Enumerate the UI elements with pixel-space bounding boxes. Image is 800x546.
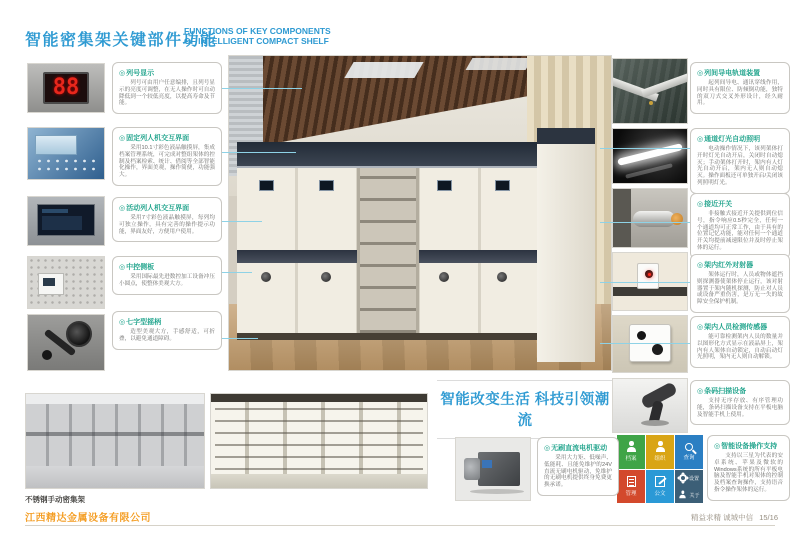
callout-label: ◎条码扫描设备 bbox=[697, 388, 747, 395]
column-handle bbox=[261, 272, 271, 282]
bullet-icon: ◎ bbox=[119, 205, 126, 212]
callout-proximity-switch bbox=[690, 193, 790, 259]
callout-people-sensor bbox=[690, 316, 790, 368]
footer-rule bbox=[25, 525, 775, 526]
photo-barcode-scanner bbox=[612, 378, 688, 433]
screen-ui-area bbox=[42, 216, 82, 230]
tile-label: 查询 bbox=[683, 454, 695, 461]
callout-mobile-panel bbox=[112, 197, 222, 242]
callout-label: ◎固定列人机交互界面 bbox=[119, 135, 190, 142]
slogan: 智能改变生活 科技引领潮流 bbox=[437, 380, 613, 439]
callout-barcode-scanner bbox=[690, 380, 790, 425]
callout-label: ◎智能设备操作支持 bbox=[714, 443, 778, 450]
scanner-stand bbox=[641, 420, 669, 426]
document-icon bbox=[627, 476, 636, 487]
bullet-icon: ◎ bbox=[714, 443, 721, 450]
callout-text: 造型美观大方，手感舒适，可折叠，以避免通道障碍。 bbox=[119, 329, 215, 342]
callout-fixed-panel bbox=[112, 127, 222, 186]
user-icon bbox=[656, 447, 665, 452]
photo-crank-handle bbox=[27, 314, 105, 371]
tile-label: 设置 bbox=[688, 476, 699, 483]
callout-text: 起列间导电、通讯穿线作用，同时具有限位、防倾倒功能，独特的双刀式交叉外形设计，经久耐用。 bbox=[697, 80, 783, 107]
photo-shelving-interior bbox=[210, 393, 428, 489]
photo-fixed-column-panel bbox=[27, 127, 105, 180]
connector-line bbox=[222, 152, 296, 153]
tile-settings bbox=[679, 470, 699, 486]
callout-text: 采用7寸彩色液晶触摸屏，每列均可独立操作，具有完善的操作提示功能，界面友好，方便用户使用。 bbox=[119, 215, 215, 235]
bullet-icon: ◎ bbox=[697, 388, 704, 395]
seven-segment-display bbox=[43, 72, 89, 104]
photo-caption: 不锈钢手动密集架 bbox=[25, 495, 85, 504]
crank-hub bbox=[66, 321, 92, 347]
callout-label: ◎列号显示 bbox=[119, 70, 155, 77]
photo-ceiling bbox=[26, 394, 204, 404]
callout-label: ◎中控侧板 bbox=[119, 264, 155, 271]
panel-screen bbox=[35, 135, 77, 155]
callout-text: 支持无序存放、有序管理功能，条码扫描设备支持在平板电脑及智能手机上使用。 bbox=[697, 398, 783, 418]
tile-label: 组织 bbox=[654, 456, 666, 463]
photo-floor bbox=[211, 474, 427, 488]
motor-body bbox=[478, 452, 520, 486]
page-title-en bbox=[184, 26, 331, 46]
connector-line bbox=[600, 148, 690, 149]
led-reflection bbox=[625, 163, 673, 178]
photo-people-sensor-panel bbox=[612, 315, 688, 373]
crank-knob bbox=[42, 350, 52, 360]
control-box bbox=[38, 273, 64, 295]
user-icon bbox=[627, 447, 636, 452]
steel-mid-line bbox=[26, 432, 204, 436]
callout-text: 非接触式接近开关提供到位信号，指令响应0.5秒完全，任何一个通道均可正常工作，由于具有的位置记忆功能，能对任何一个通道开关均提前减速限位并及时停止架体的运行。 bbox=[697, 211, 783, 251]
page-number: 15/16 bbox=[759, 513, 778, 522]
callout-text: 采用国际最先进数控加工设备冲压小圆点，使整体美观大方。 bbox=[119, 274, 215, 287]
screen-ui-bar bbox=[42, 209, 68, 213]
photo-floor bbox=[26, 466, 204, 488]
photo-side-panel bbox=[27, 256, 105, 309]
tile-about bbox=[678, 487, 699, 503]
edit-icon bbox=[655, 476, 665, 487]
connector-line bbox=[222, 221, 262, 222]
led-tube bbox=[617, 143, 683, 166]
callout-auto-lighting bbox=[690, 128, 790, 194]
sensor-device bbox=[637, 263, 659, 289]
red-indicator bbox=[648, 273, 651, 276]
tile-label: 公文 bbox=[654, 490, 666, 497]
column-screen bbox=[319, 180, 334, 191]
screw bbox=[649, 101, 653, 105]
callout-text: 支持以三星为代表的安卓系统、苹果及微软的Windows系统的所有平板电脑及智能手机对架体的控制及档案查询操作，支持语音指令操作架体的运行。 bbox=[714, 453, 783, 493]
panel-keypad bbox=[35, 157, 97, 173]
bullet-icon: ◎ bbox=[697, 324, 704, 331]
ceiling-light bbox=[466, 58, 533, 70]
search-icon bbox=[685, 443, 693, 451]
app-tile-grid bbox=[617, 435, 703, 503]
connector-line bbox=[222, 338, 258, 339]
page-title-en-line2: OF INTELLIGENT COMPACT SHELF bbox=[184, 36, 329, 46]
callout-infrared bbox=[690, 254, 790, 313]
switch-cylinder bbox=[633, 211, 675, 227]
photo-led-lighting bbox=[612, 128, 688, 184]
motor-end-cap bbox=[464, 458, 480, 480]
tile-label: 关于 bbox=[689, 493, 700, 500]
callout-text: 能可靠检测架内人员的数量并以图形化方式显示在液晶屏上，架内有人架体自动锁定，自动启动灯光照明，架内无人则自动解锁。 bbox=[697, 334, 783, 361]
bullet-icon: ◎ bbox=[119, 70, 126, 77]
photo-brushless-motor bbox=[455, 437, 531, 501]
callout-label: ◎通道灯光自动照明 bbox=[697, 136, 761, 143]
tile-paperwork bbox=[646, 470, 674, 504]
bullet-icon: ◎ bbox=[697, 136, 704, 143]
callout-number-display bbox=[112, 62, 222, 114]
callout-label: ◎七字型摇柄 bbox=[119, 319, 162, 326]
company-name: 江西精达金属设备有限公司 bbox=[25, 513, 151, 524]
bullet-icon: ◎ bbox=[119, 264, 126, 271]
connector-line bbox=[222, 88, 302, 89]
ceiling-light bbox=[344, 62, 423, 78]
bullet-icon: ◎ bbox=[119, 135, 126, 142]
callout-text: 采用10.1寸彩色液晶触摸屏，集成档案管理系统，可完成对整组架体的控制及档案检索、统计、借阅等全部智能化操作，界面美观，操作简便，功能强大。 bbox=[119, 145, 215, 179]
column-screen bbox=[259, 180, 274, 191]
callout-rail-device bbox=[690, 62, 790, 114]
callout-text: 列号可由用户任意编排，且列号显示的亮度可调整，在无人操作时可自动降低到一个较低亮度，以提高寿命及节能。 bbox=[119, 80, 215, 107]
bullet-icon: ◎ bbox=[119, 319, 126, 326]
display-value: 88 bbox=[52, 75, 80, 100]
column-handle bbox=[497, 272, 507, 282]
callout-smart-devices bbox=[707, 435, 790, 501]
bullet-icon: ◎ bbox=[544, 445, 551, 452]
column-handle bbox=[321, 272, 331, 282]
tile-search bbox=[675, 435, 703, 469]
shelf-layers bbox=[215, 406, 423, 470]
bullet-icon: ◎ bbox=[697, 262, 704, 269]
connector-line bbox=[222, 272, 252, 273]
tile-archive bbox=[617, 435, 645, 469]
connector-line bbox=[600, 222, 690, 223]
gear-icon bbox=[679, 474, 687, 482]
callout-side-panel bbox=[112, 256, 222, 295]
page-title-cn: 智能密集架关键部件功能 bbox=[25, 32, 218, 49]
page-title-en-line1: FUNCTIONS OF KEY COMPONENTS bbox=[184, 26, 331, 36]
tile-label: 管理 bbox=[625, 490, 637, 497]
footer-motto bbox=[691, 512, 778, 523]
switch-mount bbox=[613, 189, 631, 247]
callout-text: 电动操作情况下，该列架体打开时灯光自动开启，关闭时自动熄灭；手动架体打开时，架内有人灯光自动开启，架内无人则自动熄灭。操作面板还可单独开启/关闭该列照明灯光。 bbox=[697, 146, 783, 186]
main-photo-compact-shelving bbox=[228, 55, 612, 371]
column-handle bbox=[439, 272, 449, 282]
shelving-block bbox=[237, 142, 541, 340]
motor-shadow bbox=[470, 489, 524, 494]
callout-text: 采用大力矩、低噪声、低能耗、且能免维护的24V直流无刷电机驱动，免维护的无刷电机提供终身免费更换承诺。 bbox=[544, 455, 612, 489]
motto-text: 精益求精 诚城中信 bbox=[691, 513, 754, 522]
sensor-button bbox=[652, 344, 663, 355]
connector-line bbox=[600, 282, 690, 283]
callout-label: ◎活动列人机交互界面 bbox=[119, 205, 190, 212]
column-screen bbox=[495, 180, 510, 191]
photo-stainless-shelving bbox=[25, 393, 205, 489]
control-screen bbox=[43, 278, 55, 286]
callout-label: ◎架内红外对射器 bbox=[697, 262, 754, 269]
bullet-icon: ◎ bbox=[697, 70, 704, 77]
photo-top-strip bbox=[211, 394, 427, 402]
callout-label: ◎架内人员检测传感器 bbox=[697, 324, 768, 331]
switch-sensor-tip bbox=[671, 213, 683, 225]
photo-top-rail-device bbox=[612, 58, 688, 124]
floor-rail bbox=[237, 333, 541, 340]
shelving-top-band bbox=[237, 142, 541, 168]
photo-proximity-switch bbox=[612, 188, 688, 248]
connector-line bbox=[600, 343, 690, 344]
callout-label: ◎无刷直流电机驱动 bbox=[544, 445, 608, 452]
callout-label: ◎接近开关 bbox=[697, 201, 733, 208]
open-aisle bbox=[357, 168, 419, 333]
sensor-button bbox=[637, 331, 646, 340]
callout-label: ◎列间导电轨道装置 bbox=[697, 70, 761, 77]
photo-mobile-column-touchscreen bbox=[27, 196, 105, 246]
motor-label-plate bbox=[482, 460, 492, 468]
photo-column-number-display bbox=[27, 63, 105, 113]
side-cabinet bbox=[537, 128, 595, 362]
touch-screen bbox=[37, 204, 95, 236]
tile-organization bbox=[646, 435, 674, 469]
callout-crank bbox=[112, 311, 222, 350]
tile-settings-about bbox=[675, 470, 703, 504]
callout-text: 架体运行时，人员或物体遮挡则探测器使架体停止运行，该对射器置于架内随机探测，防止对人员或设备严重伤害，是万无一失的故障安全保护机制。 bbox=[697, 272, 783, 306]
column-screen bbox=[437, 180, 452, 191]
tile-manage bbox=[617, 470, 645, 504]
bullet-icon: ◎ bbox=[697, 201, 704, 208]
callout-motor bbox=[537, 437, 619, 496]
user-icon bbox=[680, 495, 686, 499]
tile-label: 档案 bbox=[625, 456, 637, 463]
